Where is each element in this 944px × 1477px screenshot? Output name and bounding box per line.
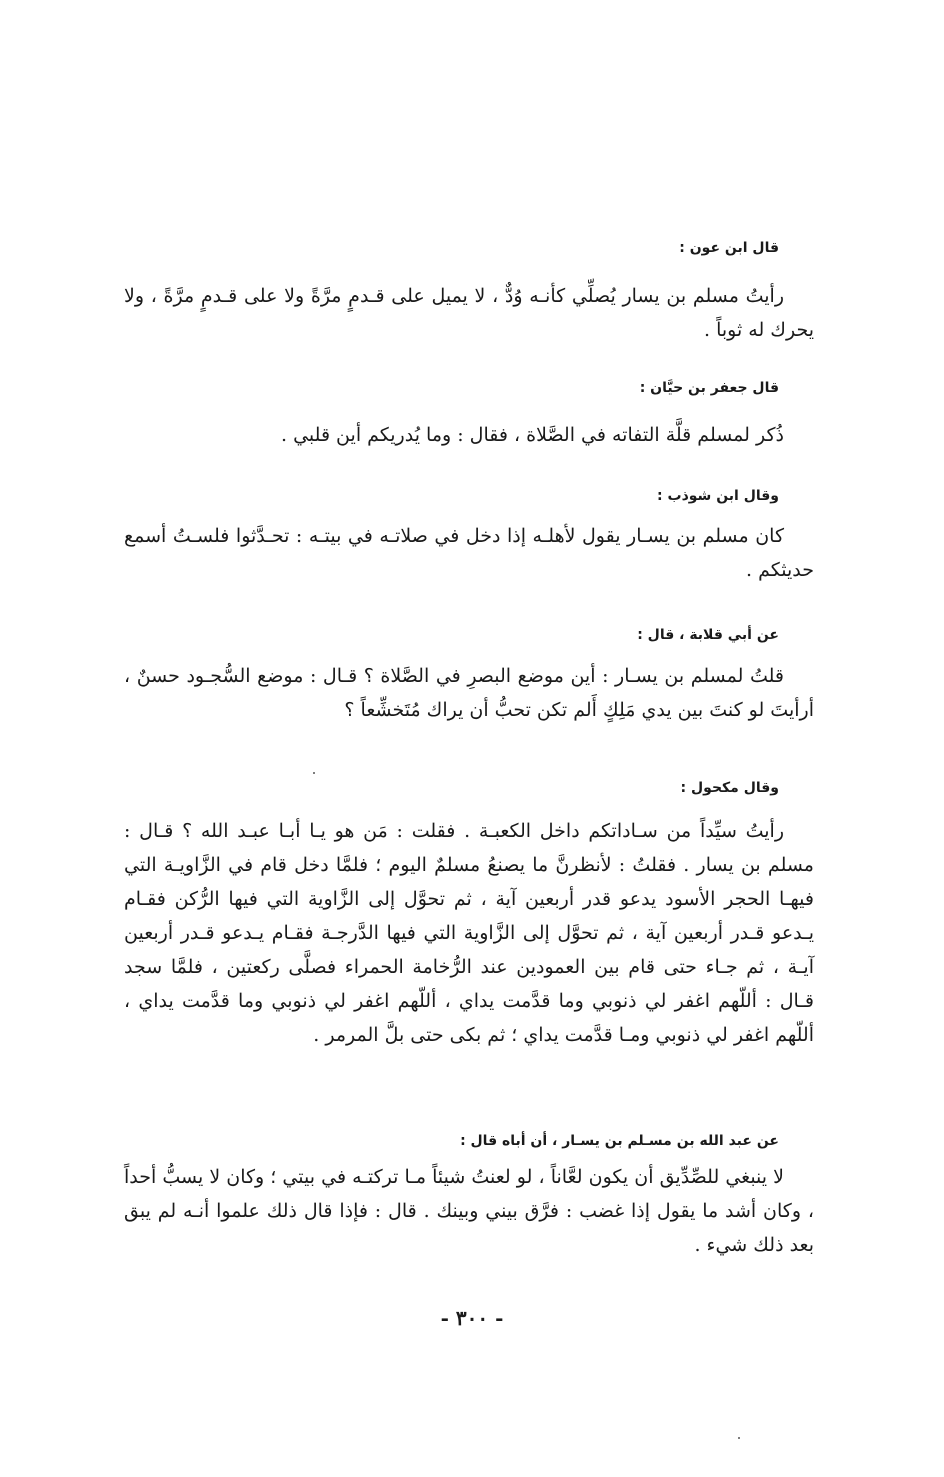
- section-heading: قال ابن عون :: [679, 240, 779, 256]
- scan-speck: [313, 772, 315, 774]
- section-paragraph: رأيتُ سيِّداً من سـاداتكم داخل الكعبـة . فقلت : مَن هو يـا أبـا عبـد الله ؟ قـال : مسلم بن يسار . فقلتُ : لأنظرنَّ ما يصنعُ مسلمٌ اليوم ؛ فلمَّا دخل قام في الزَّاويـة التي فيهـا الحجر الأسود يدعو قدر أربعين آية ، ثم تحوَّل إلى الزَّاوية التي فيها الرُّكن فقـام يـدعو قـدر أربعين آية ، ثم تحوَّل إلى الزَّاوية التي فيها الدَّرجـة فقـام يـدعو قـدر أربعين آيـة ، ثم جـاء حتى قام بين العمودين عند الرُّخامة الحمراء فصلَّى ركعتين ، فلمَّا سجد قـال : أللّهم اغفر لي ذنوبي وما قدَّمت يداي ، أللّهم اغفر لي ذنوبي وما قدَّمت يداي ، أللّهم اغفر لي ذنوبي ومـا قدَّمت يداي ؛ ثم بكى حتى بلَّ المرمر .: [124, 820, 814, 1046]
- section-heading: قال جعفر بن حيَّان :: [639, 380, 779, 396]
- section-paragraph: قلتُ لمسلم بن يسـار : أين موضع البصرِ في الصَّلاة ؟ قـال : موضع السُّجـود حسنٌ ، أرأيتَ لو كنتَ بين يدي مَلِكٍ أَلم تكن تحبُّ أن يراك مُتَخشِّعاً ؟: [124, 665, 814, 721]
- section-paragraph: رأيتُ مسلم بن يسار يُصلِّي كأنـه وُدٌّ ، لا يميل على قـدمٍ مرَّةً ولا على قـدمٍ مرَّةً ، ولا يحرك له ثوباً .: [124, 285, 814, 341]
- section-paragraph: ذُكر لمسلم قلَّة التفاته في الصَّلاة ، فقال : وما يُدريكم أين قلبي .: [281, 424, 784, 446]
- section-paragraph: لا ينبغي للصِّدِّيق أن يكون لعَّاناً ، لو لعنتُ شيئاً مـا تركتـه في بيتي ؛ وكان لا يسبُّ أحداً ، وكان أشد ما يقول إذا غضب : فرَّق بيني وبينك . قال : فإذا قال ذلك علموا أنـه لم يبق بعد ذلك شيء .: [124, 1166, 814, 1256]
- page-number: - ٣٠٠ -: [440, 1306, 504, 1330]
- section-paragraph: كان مسلم بن يسـار يقول لأهلـه إذا دخل في صلاتـه في بيتـه : تحـدَّثوا فلسـتُ أسمع حديثكم .: [124, 525, 814, 581]
- section-heading: وقال ابن شوذب :: [657, 488, 779, 504]
- section-heading: عن أبي قلابة ، قال :: [637, 627, 779, 643]
- section-heading: وقال مكحول :: [680, 780, 779, 796]
- scan-speck: [738, 1437, 740, 1439]
- section-heading: عن عبد الله بن مسـلم بن يسـار ، أن أباه قال :: [460, 1133, 779, 1149]
